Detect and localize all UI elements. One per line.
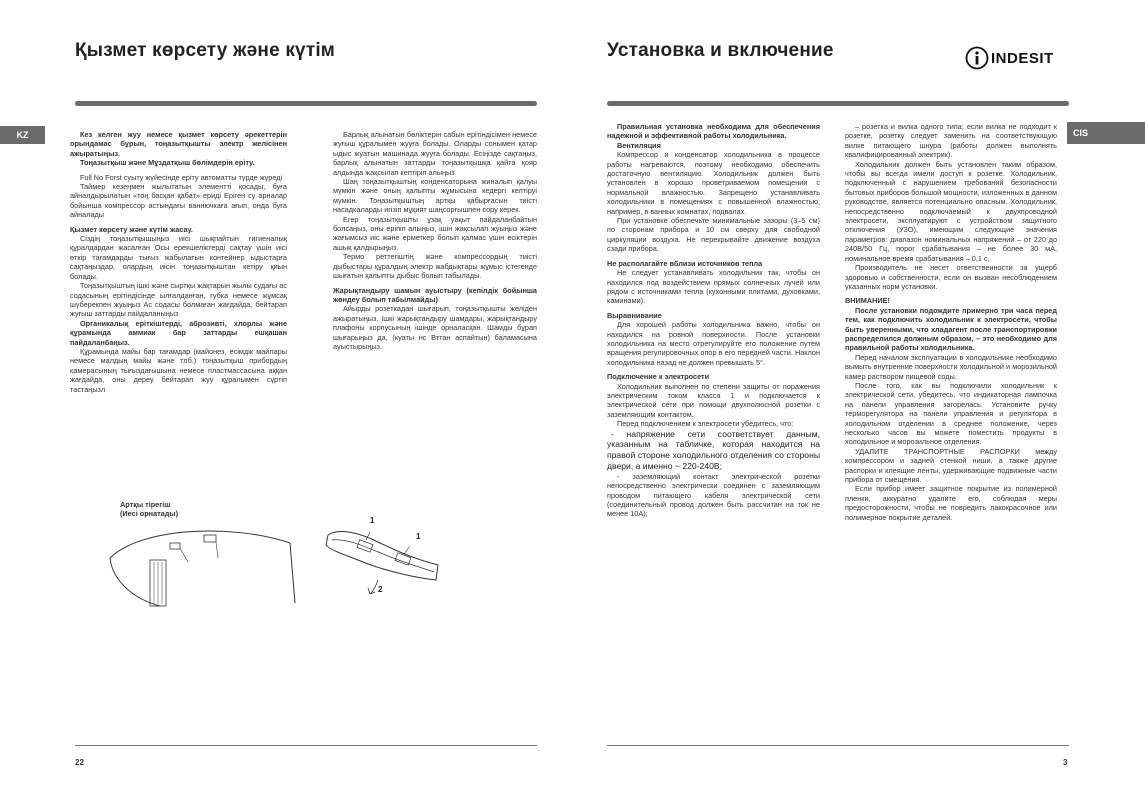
left-footer-line — [75, 745, 537, 746]
left-page-number: 22 — [75, 758, 84, 767]
left-column-2 — [333, 130, 537, 351]
paragraph: Сіздің тоңазытқышыңыз иісі шықпайтын гигиеналық құралдардан жасалған Осы ерекшеліктерді сақтау үшін иісі өткір тағамдарды тығыз жабылатын контейнер ыдыстарға сақтаңыздар, олардың иісін тоңазытқыштан кетіру қиын болады. — [70, 234, 287, 281]
paragraph: Подключение к электросети — [607, 372, 710, 382]
paragraph: Производитель не несет ответственности за ущерб здоровью и собственности, если он вызван несоблюдением указанных норм установки. — [845, 263, 1057, 291]
callout-2: 2 — [378, 585, 383, 594]
paragraph: Егер тоңазытқышты ұзақ уақыт пайдаланбайтын болсаңыз, оны еріпіп алыңыз, ішін жақсылап жуыңыз және жағымсыз иіс және ерметкер болып қалмас үшін есіктерін ашық қалдырыңыз. — [333, 214, 537, 252]
paragraph: Выравнивание — [607, 310, 662, 320]
left-lang-tab: KZ — [0, 126, 45, 144]
callout-1-upper: 1 — [370, 516, 375, 525]
fridge-back-spacer-illustration — [100, 518, 300, 608]
right-lang-tab: CIS — [1067, 122, 1145, 144]
paragraph: Термо реттегіштің және компрессордың тиісті дыбыстары құралдың электр жабдықтары жұмыс істегенде шығатын қалыпты дыбыс болып табылады. — [333, 252, 537, 281]
paragraph: Если прибор имеет защитное покрытие из полимерной пленки, аккуратно удалите его, соблюдая меры предосторожности, чтобы не повредить лакокрасочное или полимерное покрытие деталей. — [845, 484, 1057, 522]
paragraph: Тоңазытқыш және Мұздатқыш бөлімдерін еріту. — [80, 158, 255, 168]
paragraph: Айырды розеткадан шығарып, тоңазытқышты желіден ажыратыңыз. Ішкі жарықтандыру шамдары, жарықтандыру плафоны корпусының ішінде орналасқан. Шамды бұрап шығарыңыз да, (куаты нс Вттан аспайтын) баламасына ауыстырыңыз. — [333, 304, 537, 351]
paragraph: – розетка и вилка одного типа; если вилка не подходит к розетке, розетку следует заменить на соответствующую вилке питающего шнура (работы должен выполнять квалифицированный электрик). — [845, 122, 1057, 160]
paragraph: Қызмет көрсету және күтім жасау. — [70, 224, 193, 234]
paragraph: При установке обеспечьте минимальные зазоры (3–5 см) по сторонам прибора и 10 см сверху для свободной циркуляции воздуха. Не перекрывайте движение воздуха сзади прибора. — [607, 216, 820, 254]
paragraph: После установки подождите примерно три часа перед тем, как подключить холодильник к электросети, чтобы быть уверенными, что хладагент после транспортировки распределился должным образом, – это необходимо для правильной работы холодильника. — [845, 305, 1057, 353]
figure-caption-line2: (Иесі орнатады) — [120, 509, 179, 519]
paragraph: Не располагайте вблизи источников тепла — [607, 258, 763, 268]
figure-caption-line1: Артқы тірегіш — [120, 500, 171, 509]
left-page-title: Қызмет көрсету және күтім — [75, 40, 336, 61]
paragraph: Органикалық еріткіштерді, аброзивті, хлорлы және құрамында аммиак бар заттарды ешқашан пайдаланбаңыз. — [70, 318, 287, 347]
lamp-cover-illustration — [318, 510, 448, 605]
paragraph: Кез келген жуу немесе қызмет көрсету әрекеттерін орындамас бұрын, тоңазытқышты электр желісінен ажыратыңыз. — [70, 130, 287, 158]
right-page-title: Установка и включение — [607, 40, 834, 61]
paragraph: ВНИМАНИЕ! — [845, 296, 890, 306]
paragraph: Перед началом эксплуатации в холодильнике необходимо вымыть внутренние поверхности холодильной и морозильной камер раствором пищевой соды. — [845, 352, 1057, 381]
indesit-logo — [965, 46, 1054, 70]
callout-1-lower: 1 — [416, 532, 421, 541]
right-title-rule — [607, 101, 1069, 106]
figure-caption — [120, 500, 230, 519]
paragraph: Құрамында майы бар тағамдар (майонез, есімдік майлары немесе малдың майы және тлб.) тоңазытқыш прибордың камерасының тығыздағышына немесе пластмассасына аққан жағдайда, оны дереу бейтарап жуу құралымен сүртіп тастаңызл — [70, 346, 287, 394]
paragraph: После того, как вы подключили холодильник к электрической сети, убедитесь, что индикаторная лампочка на панели управления загорелась. Установите ручку терморегулятора на панели управления и регулятора в холодильном отделении в среднее положение, через несколько часов вы можете поместить продукты в холодильное и морозильное отделения. — [845, 380, 1057, 447]
right-column-2 — [845, 122, 1057, 522]
paragraph: Тоңазытқыштың ішкі және сыртқы жақтарын жылы судағы ас содасының ерітіндісінде ылғалданған, губка немесе жұмсақ шүберекпен жуыңыз Ас содасы болмаған жағдайда, бейтарап жуғыш заттарды пайдаланыңыз — [70, 281, 287, 319]
right-page-number: 3 — [1063, 758, 1068, 767]
paragraph: Жарықтандыру шамын ауыстыру (кепілдік бойынша жөндеу болып табылмайды) — [333, 285, 537, 304]
right-column-1 — [607, 122, 820, 519]
left-title-rule — [75, 101, 537, 106]
paragraph: Холодильник должен быть установлен таким образом, чтобы вы всегда имели доступ к розетке. Холодильник, подключенный с нарушением требований безопасности бытовых приборов большой мощности, изложенных в данном руководстве, является потенциально опасным. Холодильник, непосредственно подключаемый к двухпроводной электросети, эксплуатируют с устройством защитного отключения (УЗО), имеющим следующие значения параметров: диапазон номинальных напряжений – от 220 до 240В/50 Гц, порог срабатывания – не более 30 мА, номинальное время срабатывания – 0,1 с. — [845, 159, 1057, 263]
paragraph: - напряжение сети соответствует данным, указанным на табличке, которая находится на правой стороне холодильного отделения со стороны двери, а именно ~ 220-240В; — [607, 428, 820, 471]
right-footer-line — [607, 745, 1069, 746]
paragraph: Full No Forst суыту жүйесінде еріту автоматты түрде жүреді — [80, 172, 283, 182]
paragraph: Не следует устанавливать холодильник так, чтобы он находился под воздействием прямых солнечных лучей или рядом с источниками тепла (кухонными плитами, духовками, каминами). — [607, 268, 820, 306]
paragraph: - заземляющий контакт электрической розетки непосредственно электрически соединен с заземляющим проводом питающего кабеля электрической сети (соединительный провод должен быть рассчитан на ток не менее 10А); — [607, 471, 820, 519]
paragraph: Перед подключением к электросети убедитесь, что: — [617, 419, 794, 429]
paragraph: Компрессор и конденсатор холодильника в процессе работы нагреваются, поэтому необходимо обеспечить достаточную вентиляцию. Холодильник должен быть установлен в хорошо проветриваемом помещении с нормальной влажностью. Запрещено устанавливать холодильники в помещениях с повышенной влажностью, например, в ванных комнатах, подвалах. — [607, 150, 820, 216]
paragraph: Холодильник выполнен по степени защиты от поражения электрическим током класса 1 и подключается к электрической сети при помощи двухполюсной розетки с заземляющим контактом. — [607, 381, 820, 419]
paragraph: Для хорошей работы холодильника важно, чтобы он находился на ровной поверхности. После установки холодильника на место отрегулируйте его положение путем вращения регулировочных опор в его передней части. Наклон холодильника назад не должен превышать 5°. — [607, 320, 820, 367]
paragraph: УДАЛИТЕ ТРАНСПОРТНЫЕ РАСПОРКИ между компрессором и задней стенкой ниши, а также другие распорки и клеящие ленты, удерживающие подвижные части прибора от смещения. — [845, 446, 1057, 485]
paragraph: Барлық алынатын бөліктерін сабын ерітіндісімен немесе жуғыш құралымен жууға болады. Оларды сонымен қатар ыдыс жуатын машинада жууға болады. Есіңізде сақтаңыз, барлық алынатын заттарды тоңазытқышқа қайта қояр алдында жақсылап кептіріп алыңыз. — [333, 130, 537, 177]
paragraph: Правильная установка необходима для обеспечения надежной и эффективной работы холодильника. — [607, 122, 820, 141]
left-column-1 — [70, 130, 287, 394]
paragraph: Таймер кезеңмен жылытатын элементті қосады, буға айналдырылатын «тоң басқан қабат» ериді Еріген су арналар бойынша компрессор астындағы ваннючкаға ағып, онда буға айналады — [70, 182, 287, 220]
indesit-logo-icon — [965, 46, 989, 70]
logo-text: INDESIT — [991, 49, 1054, 67]
paragraph: Вентиляция — [617, 140, 661, 150]
paragraph: Шаң тоңазытқыштың конденсаторына жиналып қалуы мүмкін және оның қалыпты жұмысына кедергі келтіруі мүмкін. Тоңазытқыштың артқы қабырғасын тиісті насадкаларды игізіп мұқият шаңсорғышпен сору керек. — [333, 177, 537, 215]
